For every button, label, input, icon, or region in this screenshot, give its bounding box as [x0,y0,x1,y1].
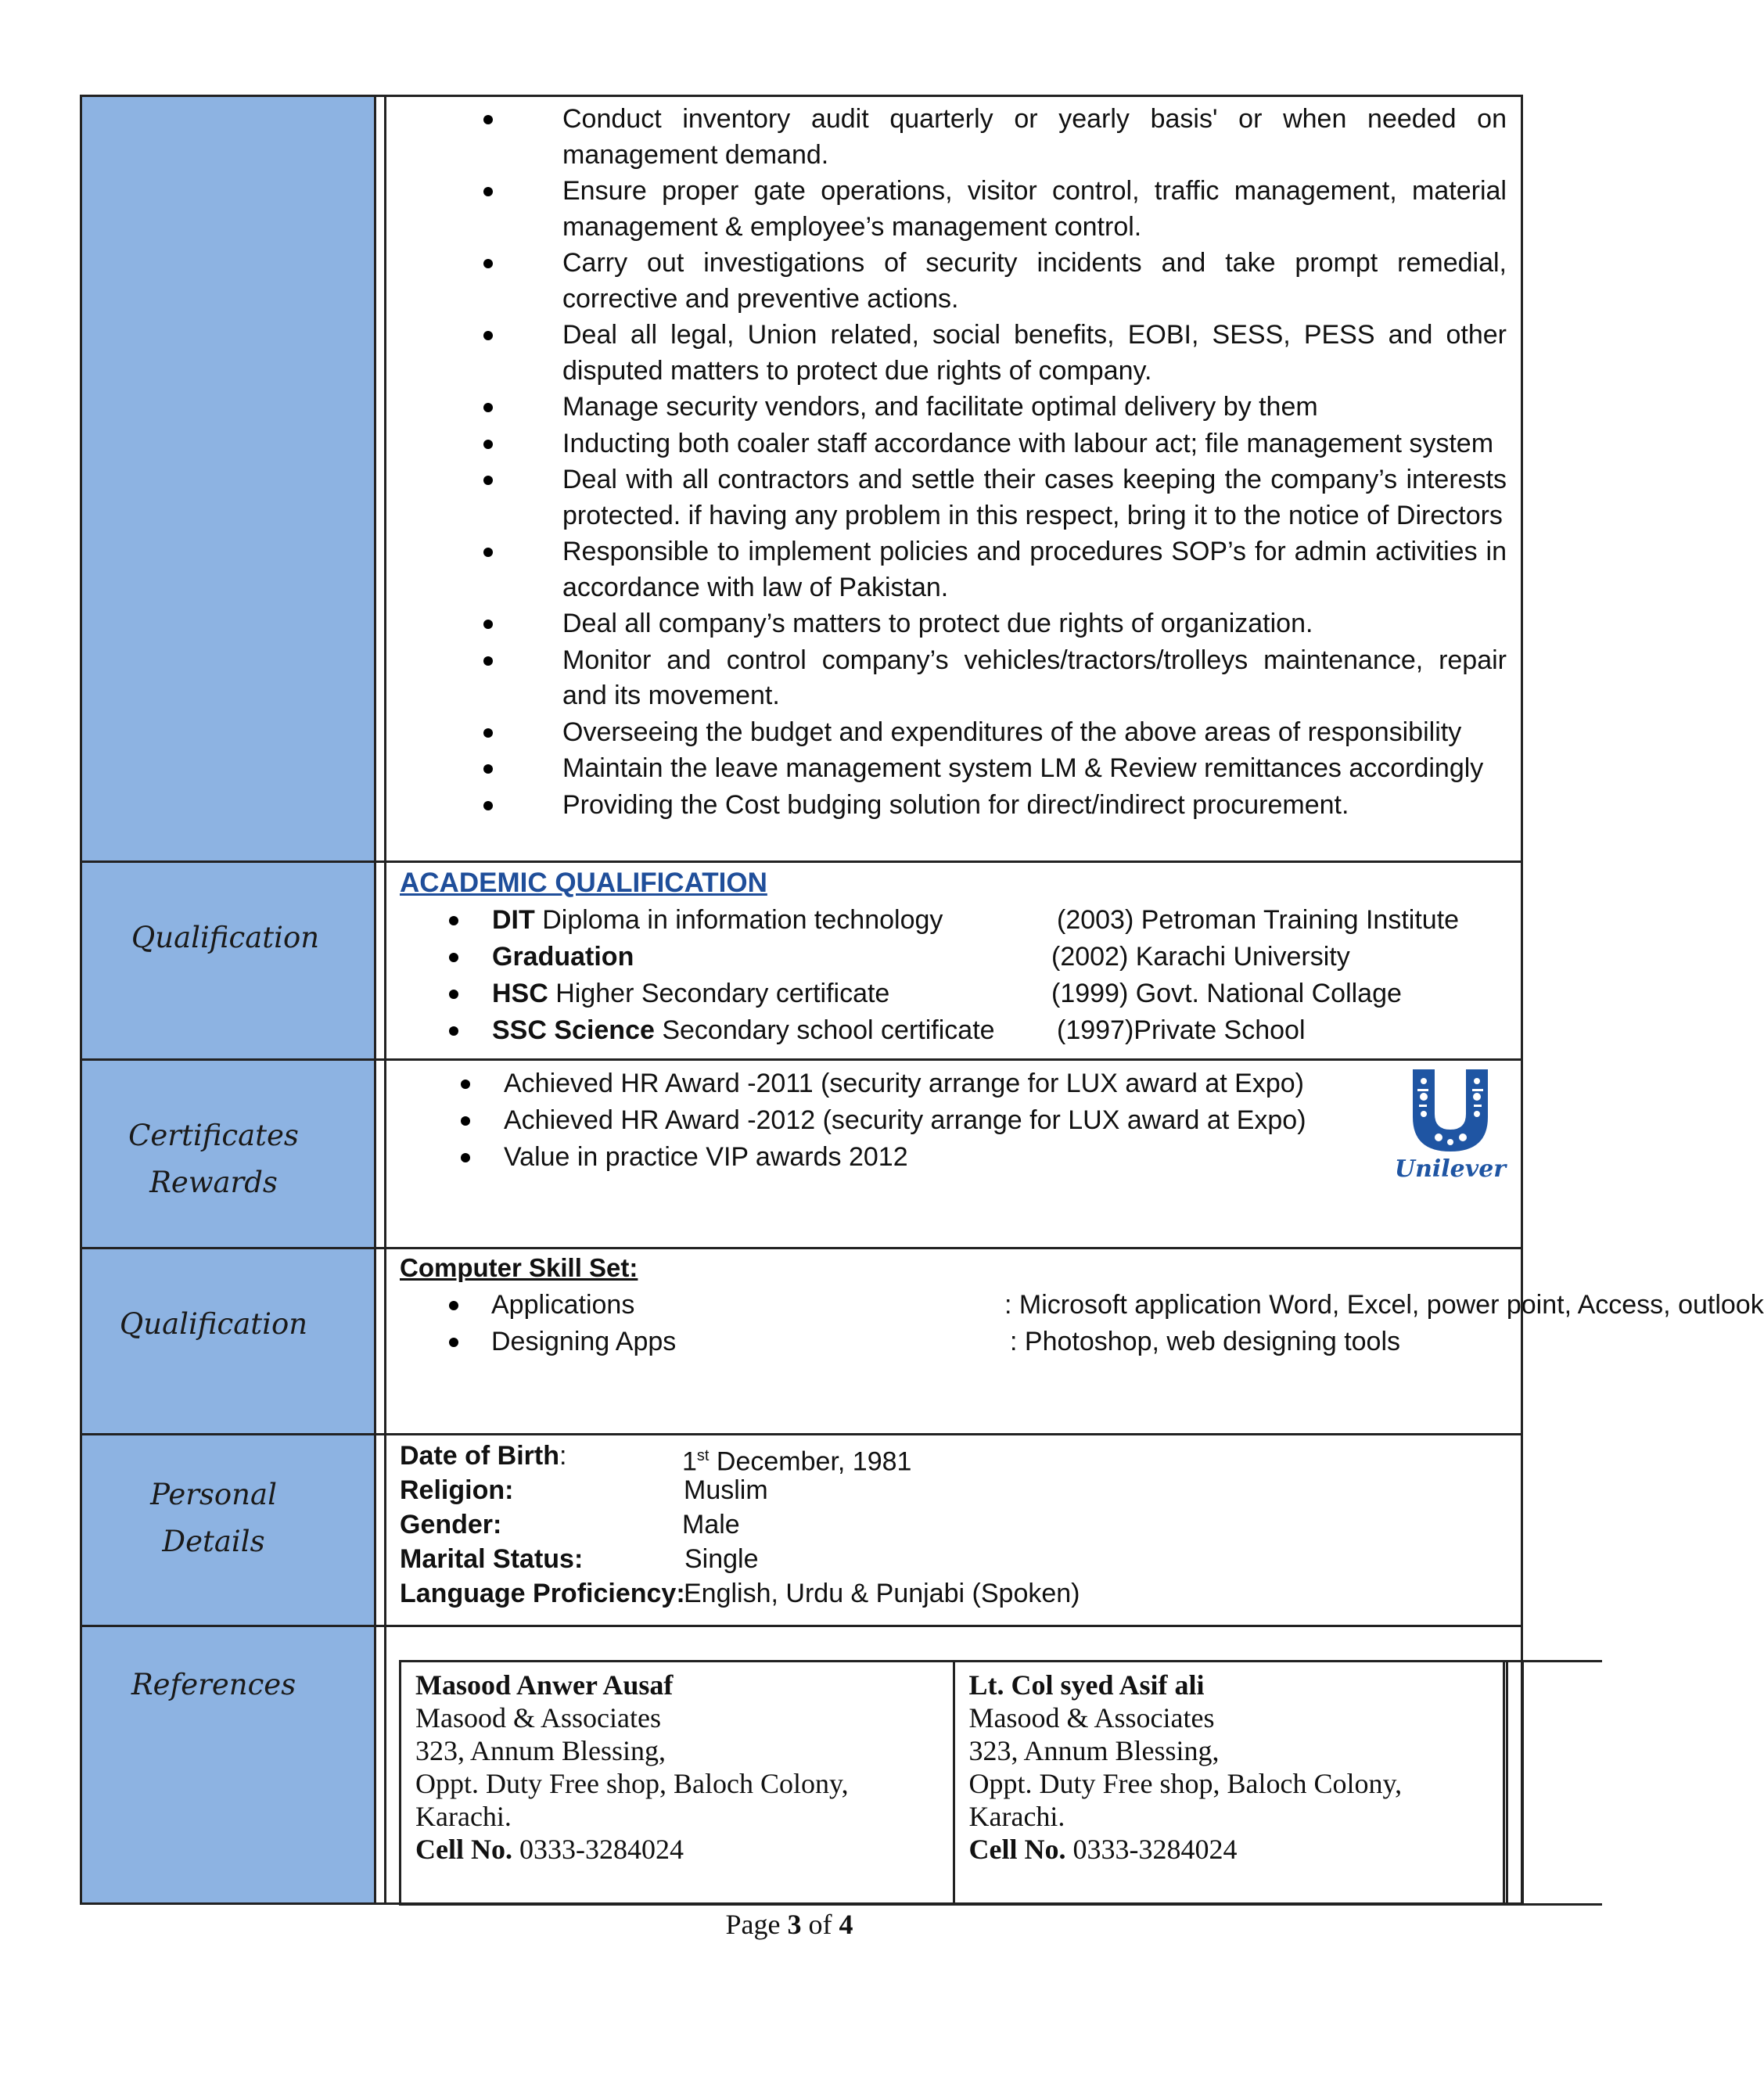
duty-item: Inducting both coaler staff accordance with labour act; file management system [386,426,1521,462]
page-word: Page [725,1909,788,1940]
degree-year-institute: (2003) Petroman Training Institute [1057,905,1460,935]
qualification-side-label: Qualification [131,921,320,954]
reference-cell [969,1833,1493,1866]
details-side-label: Details [162,1525,265,1558]
duty-item: Responsible to implement policies and procedures SOP’s for admin activities in accordance with law of Pakistan. [386,534,1521,605]
svg-text:Unilever: Unilever [1394,1155,1507,1183]
degree-abbr: HSC [492,979,548,1008]
references-side-label: References [131,1668,296,1701]
personal-row-dob [386,1439,1521,1477]
degree-year-institute: (1997)Private School [1057,1015,1306,1045]
gender-value: Male [682,1510,740,1539]
personal-details [386,1435,1521,1611]
duty-item: Carry out investigations of security incidents and take prompt remedial, corrective and preventive actions. [386,246,1521,317]
computer-skill-heading: Computer Skill Set: [400,1253,638,1282]
computer-skill-item [386,1287,1764,1324]
reference-address-line: 323, Annum Blessing, [968,1735,1220,1766]
dob-label: Date of Birth [400,1441,559,1471]
dob-label-wrap [400,1439,566,1473]
reference-city: Karachi. [415,1801,512,1832]
reference-address-line: Oppt. Duty Free shop, Baloch Colony, [415,1768,849,1799]
reference-company: Masood & Associates [415,1702,661,1733]
reference-company: Masood & Associates [968,1702,1215,1733]
personal-content-cell [386,1435,1522,1626]
qualification-side-cell [81,862,386,1060]
current-page: 3 [787,1909,802,1940]
cell-number: 0333-3284024 [1065,1834,1238,1865]
skill-label: Applications [491,1290,635,1320]
computer-row [81,1248,1522,1435]
computer-side-label: Qualification [119,1307,308,1341]
reference-address-line: Oppt. Duty Free shop, Baloch Colony, [968,1768,1403,1799]
reference-cell [415,1833,939,1866]
total-pages: 4 [839,1909,853,1940]
duty-item: Ensure proper gate operations, visitor control, traffic management, material management & employee’s management control. [386,174,1521,245]
computer-skill-item [386,1324,1521,1360]
language-value: English, Urdu & Punjabi (Spoken) [684,1579,1080,1608]
gender-label: Gender: [400,1510,502,1539]
certificate-item: Value in practice VIP awards 2012 [386,1139,1521,1176]
personal-row-language [386,1576,1521,1611]
duty-item: Conduct inventory audit quarterly or yearly basis' or when needed on management demand. [386,102,1521,173]
references-table-edge [1503,1660,1602,1906]
academic-item [386,1012,1521,1049]
dob-day: 1 [682,1446,697,1477]
academic-list [386,902,1521,1049]
duty-item: Providing the Cost budging solution for direct/indirect procurement. [386,788,1521,824]
degree-desc: Higher Secondary certificate [548,979,890,1008]
personal-row [81,1435,1522,1626]
duties-side-cell [81,96,386,862]
duties-list [386,102,1521,823]
cv-table [80,95,1764,1905]
academic-item [386,939,1521,975]
certificates-list [386,1065,1521,1176]
religion-label: Religion: [400,1475,514,1505]
computer-skill-list [386,1287,1764,1360]
duty-item: Deal with all contractors and settle their cases keeping the company’s interests protected. if having any problem in this respect, bring it to the notice of Directors [386,462,1521,534]
certificates-side-label: Certificates [128,1119,299,1152]
reference-card [953,1662,1507,1903]
duty-item: Deal all company’s matters to protect due rights of organization. [386,606,1521,642]
duty-item: Manage security vendors, and facilitate optimal delivery by them [386,390,1521,426]
reference-name: Masood Anwer Ausaf [415,1669,674,1701]
reference-name: Lt. Col syed Asif ali [968,1669,1205,1701]
academic-heading: ACADEMIC QUALIFICATION [400,868,767,898]
degree-abbr: Graduation [492,942,634,972]
degree-desc: Secondary school certificate [654,1015,995,1045]
computer-content-cell [386,1248,1764,1435]
personal-side-labels [82,1435,384,1565]
cell-number: 0333-3284024 [512,1834,684,1865]
duties-content-cell [386,96,1522,862]
duty-item: Maintain the leave management system LM & Review remittances accordingly [386,751,1521,787]
personal-side-label: Personal [150,1478,277,1511]
computer-side-cell [81,1248,386,1435]
duty-item: Monitor and control company’s vehicles/tractors/trolleys maintenance, repair and its movement. [386,643,1521,714]
reference-card [401,1662,953,1903]
certificates-side-cell [81,1060,386,1248]
skill-label: Designing Apps [491,1327,677,1356]
cell-label: Cell No. [415,1834,512,1865]
language-label: Language Proficiency: [400,1579,685,1608]
marital-label: Marital Status: [400,1544,584,1574]
certificate-item: Achieved HR Award -2011 (security arrange for LUX award at Expo) [386,1065,1521,1102]
skill-value: : Microsoft application Word, Excel, power point, Access, outlook [1004,1290,1764,1320]
of-word: of [801,1909,839,1940]
dob-colon: : [559,1441,567,1471]
dob-month-year: December, 1981 [709,1446,912,1477]
duties-row [81,96,1522,862]
personal-row-religion [386,1473,1521,1507]
reference-address-line: 323, Annum Blessing, [415,1735,666,1766]
degree-desc: Diploma in information technology [534,905,943,935]
skill-value: : Photoshop, web designing tools [1010,1327,1401,1356]
religion-value: Muslim [684,1475,768,1505]
references-table [399,1660,1508,1906]
qualification-content-cell [386,862,1522,1060]
duty-item: Overseeing the budget and expenditures of the above areas of responsibility [386,715,1521,751]
marital-value: Single [684,1544,759,1574]
degree-abbr: SSC Science [492,1015,655,1045]
degree-year-institute: (1999) Govt. National Collage [1051,979,1402,1008]
degree-abbr: DIT [492,905,535,935]
academic-item [386,902,1521,939]
personal-side-cell [81,1435,386,1626]
qualification-row [81,862,1522,1060]
personal-row-marital [386,1542,1521,1576]
academic-item [386,975,1521,1012]
page-number [0,1901,1602,1948]
reference-city: Karachi. [968,1801,1065,1832]
duty-item: Deal all legal, Union related, social benefits, EOBI, SESS, PESS and other disputed matters to protect due rights of company. [386,318,1521,389]
certificate-item: Achieved HR Award -2012 (security arrange for LUX award at Expo) [386,1102,1521,1139]
certificates-content-cell [386,1060,1522,1248]
references-side-cell [81,1626,386,1904]
certificates-side-labels [82,1061,384,1206]
cell-label: Cell No. [968,1834,1066,1865]
unilever-logo-icon [1396,1065,1505,1183]
degree-year-institute: (2002) Karachi University [1051,942,1350,972]
certificates-row [81,1060,1522,1248]
dob-suffix: st [696,1447,710,1464]
personal-row-gender [386,1507,1521,1542]
rewards-side-label: Rewards [149,1166,278,1199]
